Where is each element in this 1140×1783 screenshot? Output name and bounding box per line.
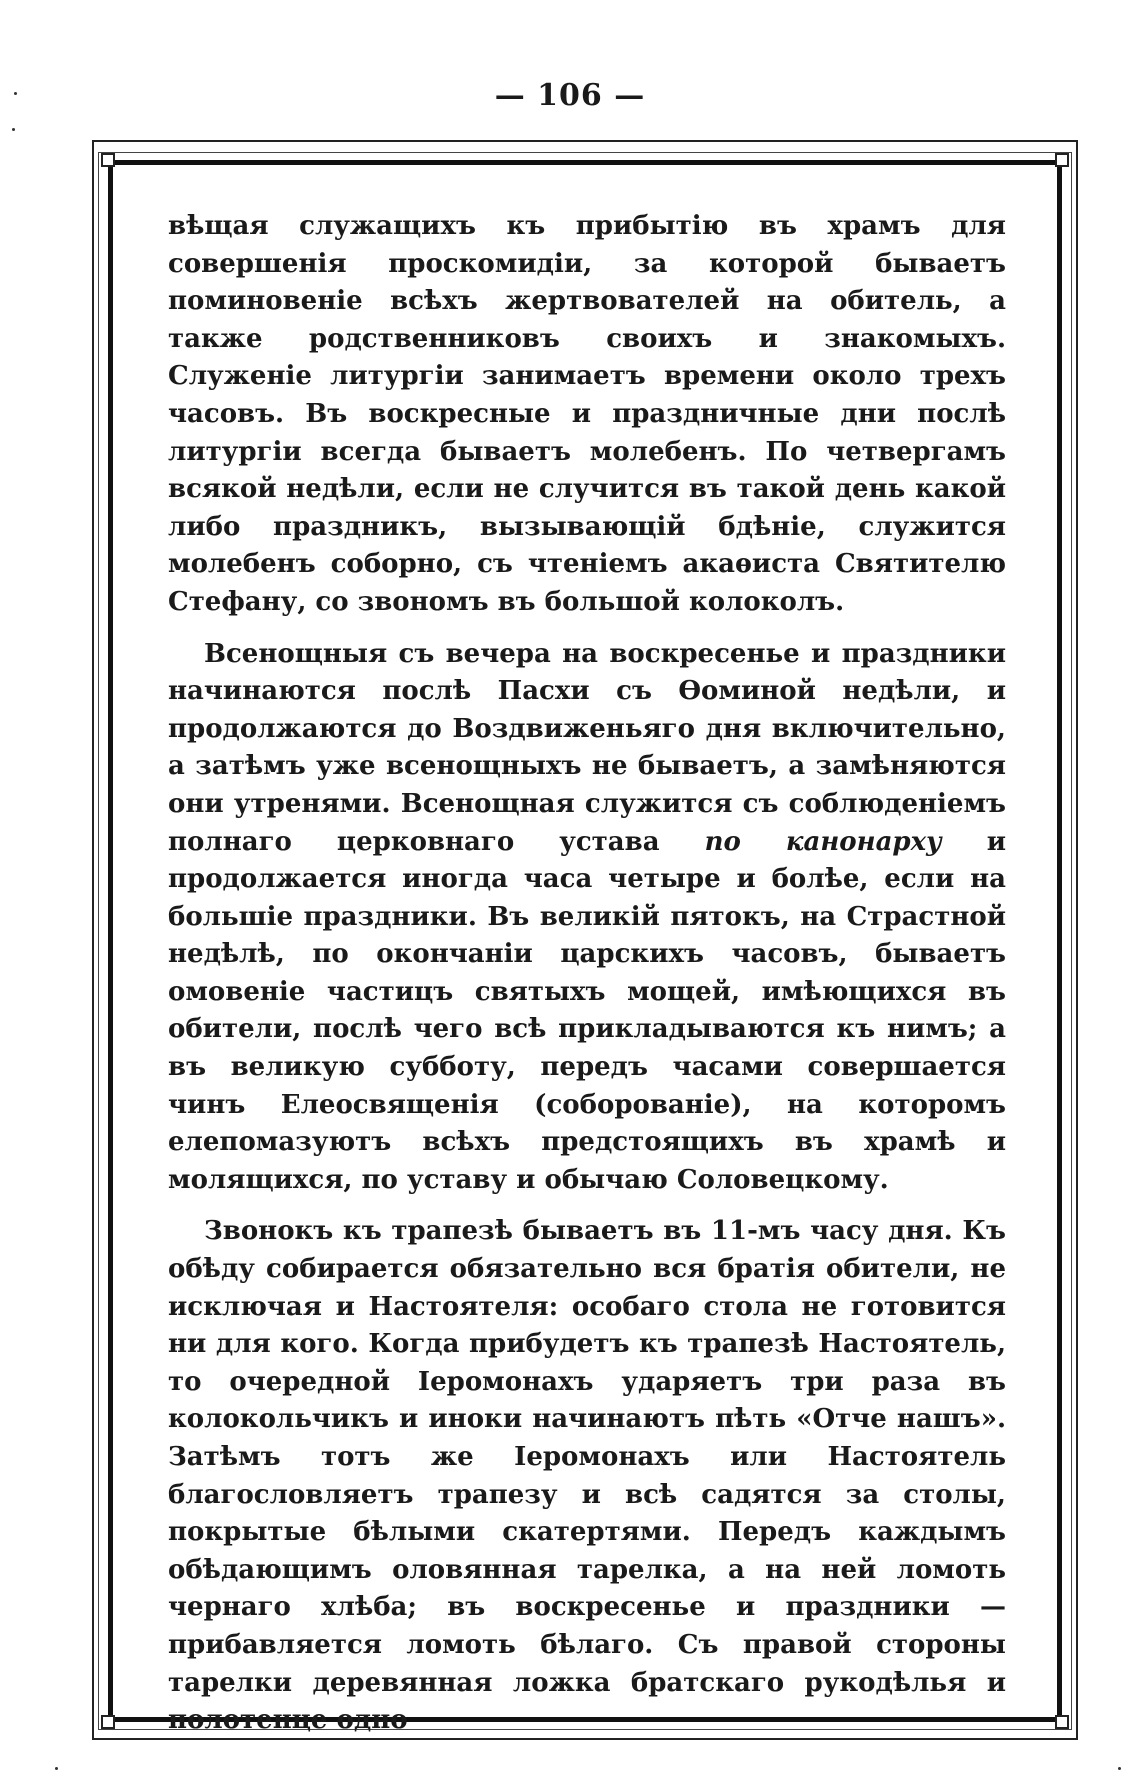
print-speck <box>55 1767 58 1770</box>
paragraph-3: Звонокъ къ трапезѣ бываетъ въ 11-мъ часу дня. Къ обѣду собирается обязательно вся братія обители, не исключая и Настоятеля: особаго стола не готовится ни для кого. Когда прибудетъ къ трапезѣ Настоятель, то очередной Іеромонахъ ударяетъ три раза въ колокольчикъ и иноки начинаютъ пѣть «Отче нашъ». Затѣмъ тотъ же Іеромонахъ или Настоятель благословляетъ трапезу и всѣ садятся за столы, покрытые бѣлыми скатертями. Передъ каждымъ обѣдающимъ оловянная тарелка, а на ней ломоть чернаго хлѣба; въ воскресенье и праздники — прибавляется ломоть бѣлаго. Съ правой стороны тарелки деревянная ложка братскаго рукодѣлья и полотенце одно <box>168 1216 1006 1736</box>
print-speck <box>14 92 17 95</box>
page-number: — 106 — <box>494 78 646 113</box>
corner-ornament-top-right <box>1055 153 1069 167</box>
corner-ornament-bottom-left <box>101 1715 115 1729</box>
body-text <box>168 208 1006 1740</box>
corner-ornament-top-left <box>101 153 115 167</box>
print-speck <box>1118 1767 1121 1770</box>
paragraph-2 <box>168 636 1006 1200</box>
corner-ornament-bottom-right <box>1055 1715 1069 1729</box>
paragraph-1: вѣщая служащихъ къ прибытію въ храмъ для совершенія проскомидіи, за которой бываетъ поминовеніе всѣхъ жертвователей на обитель, а также родственниковъ своихъ и знакомыхъ. Служеніе литургіи занимаетъ времени около трехъ часовъ. Въ воскресные и праздничные дни послѣ литургіи всегда бываетъ молебенъ. По четвергамъ всякой недѣли, если не случится въ такой день какой либо праздникъ, вызывающій бдѣніе, служится молебенъ соборно, съ чтеніемъ акаѳиста Святителю Стефану, со звономъ въ большой колоколъ. <box>168 211 1006 617</box>
paragraph-2-text-before: Всенощныя съ вечера на воскресенье и праздники начинаются послѣ Пасхи съ Ѳоминой недѣли, и продолжаются до Воздвиженьяго дня включительно, а затѣмъ уже всенощныхъ не бываетъ, а замѣняются они утренями. Всенощная служится съ соблюденіемъ полнаго церковнаго устава <box>168 638 1006 857</box>
paragraph-2-italic-phrase: по канонарху <box>704 826 942 857</box>
paragraph-2-text-after: и продолжается иногда часа четыре и болѣе, если на большіе праздники. Въ великій пятокъ, на Страстной недѣлѣ, по окончаніи царскихъ часовъ, бываетъ омовеніе частицъ святыхъ мощей, имѣющихся въ обители, послѣ чего всѣ прикладываются къ нимъ; а въ великую субботу, передъ часами совершается чинъ Елеосвященія (соборованіе), на которомъ елепомазуютъ всѣхъ предстоящихъ въ храмѣ и молящихся, по уставу и обычаю Соловецкому. <box>168 826 1006 1195</box>
print-speck <box>12 128 15 131</box>
